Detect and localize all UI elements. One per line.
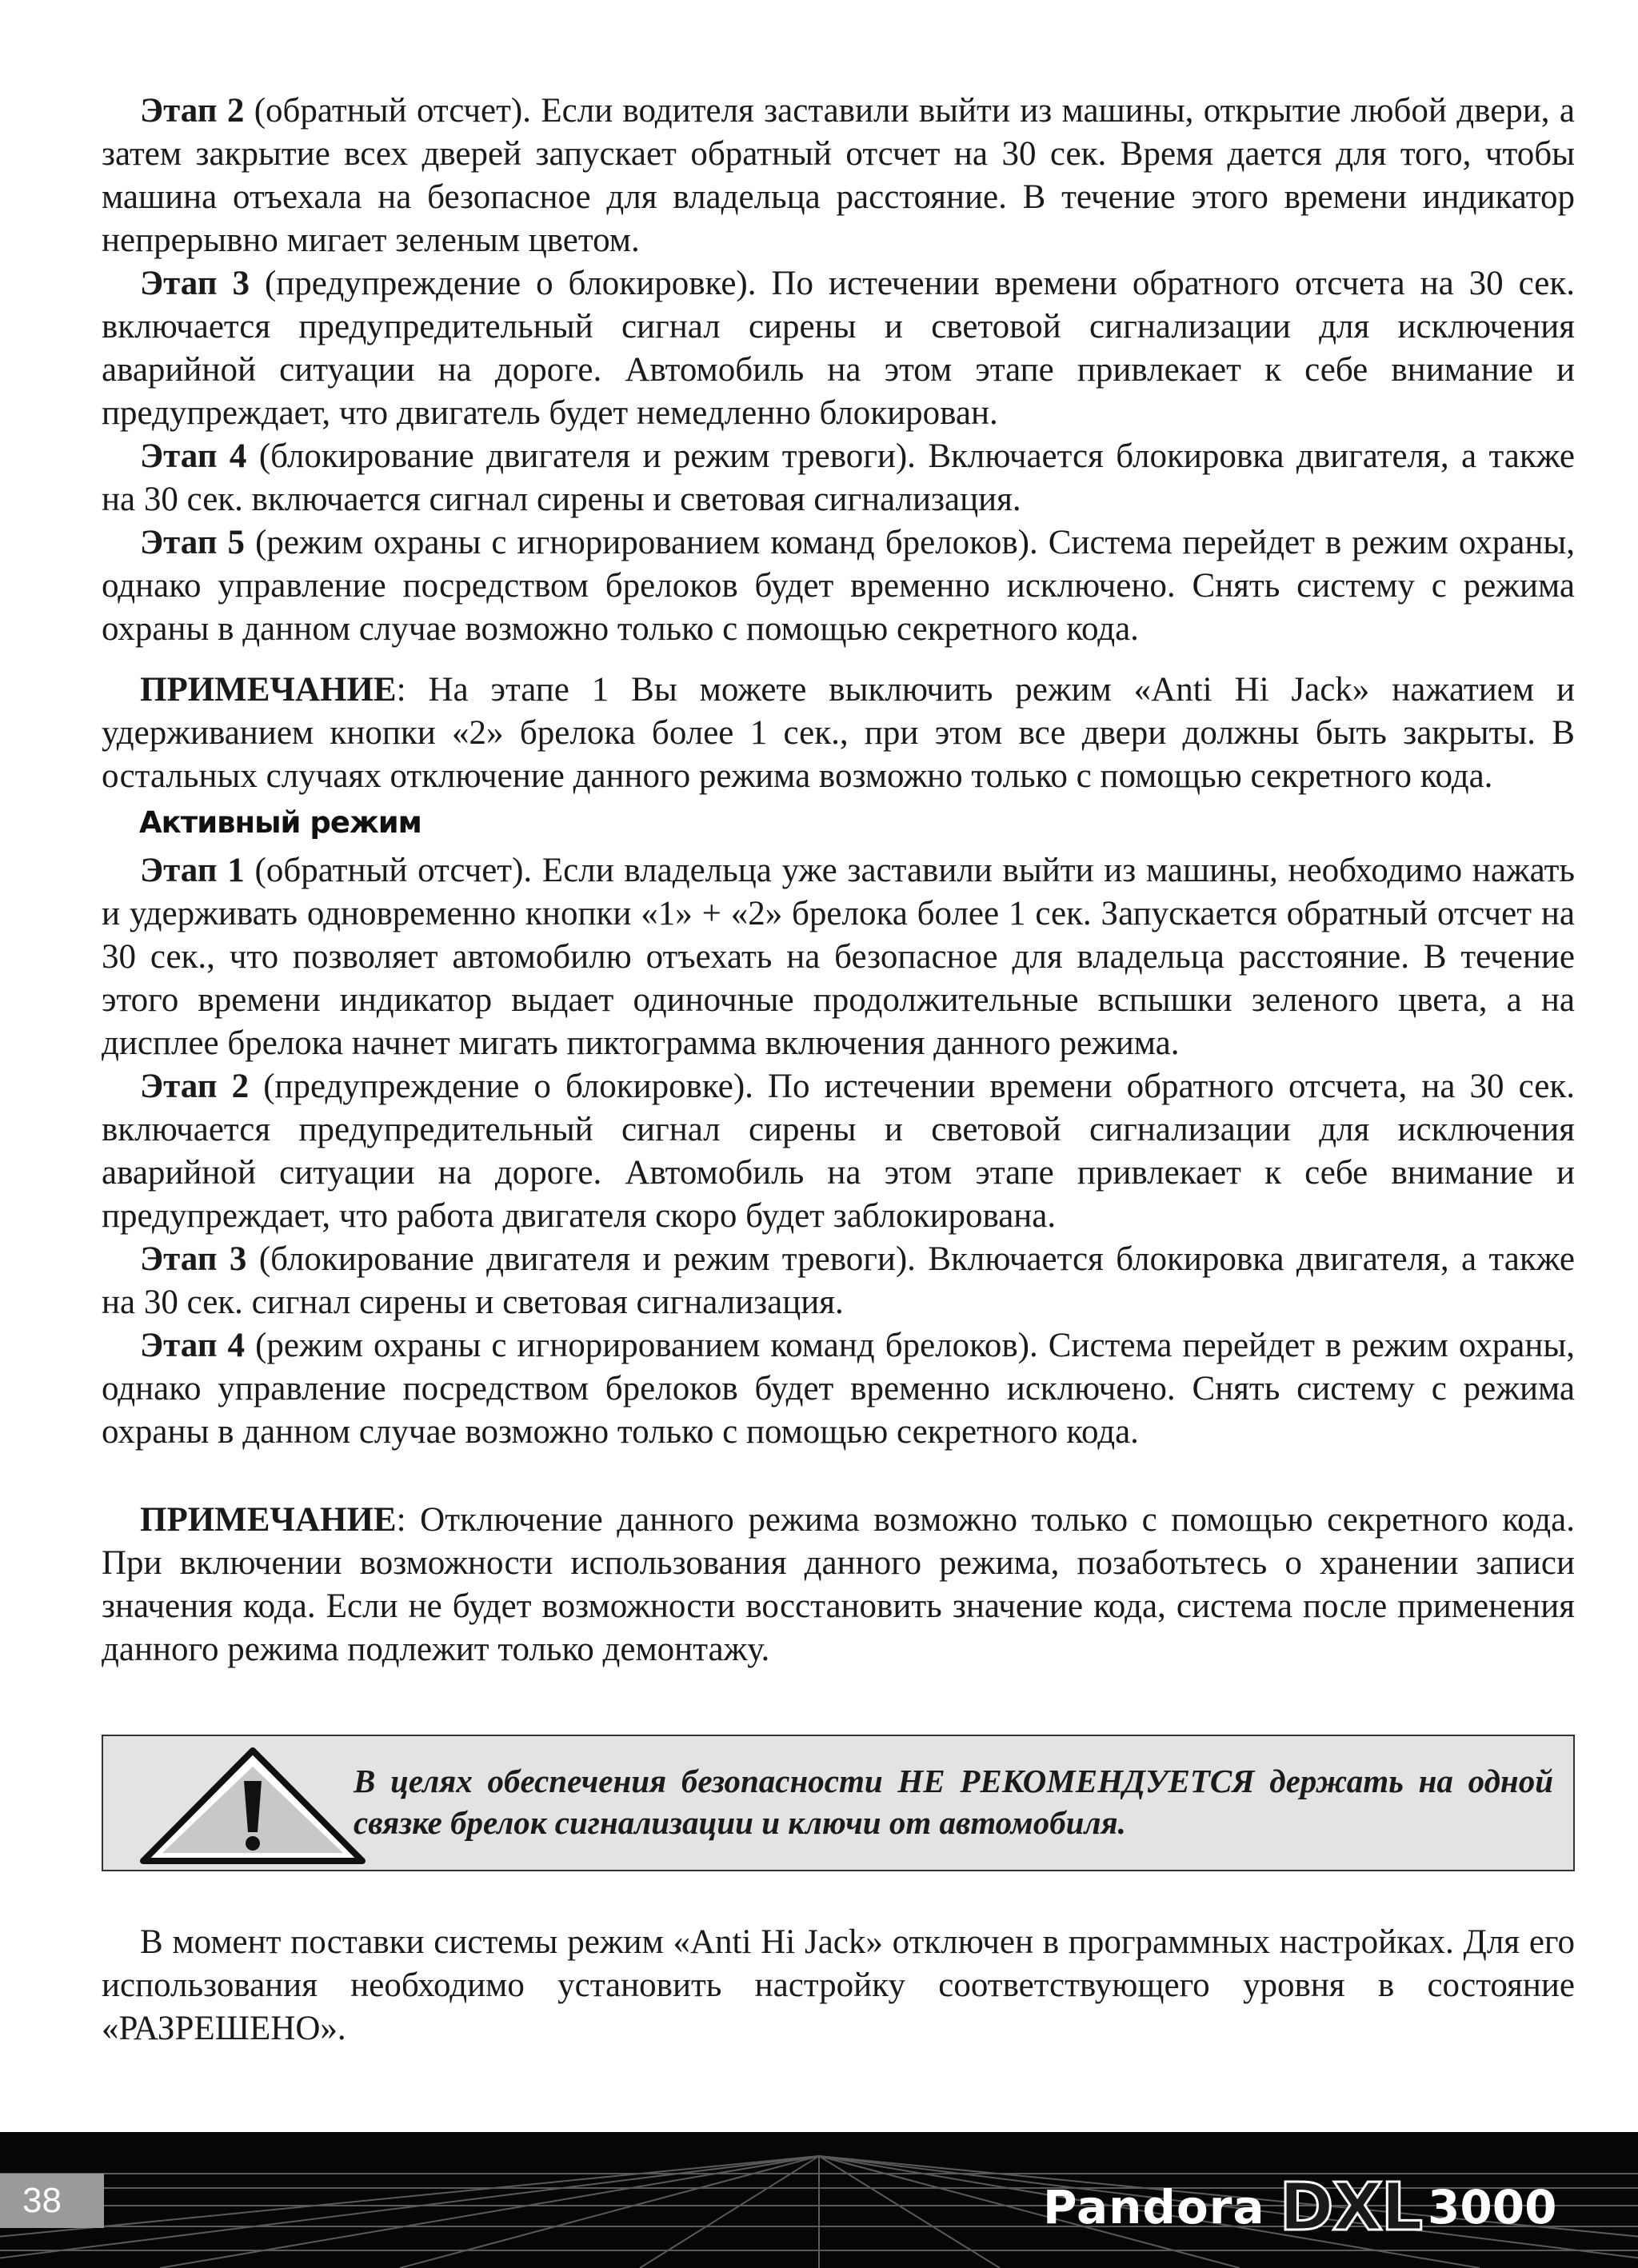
stage-text: (предупреждение о блокировке). По истечении времени обратного отсчета на 30 сек. включается предупредительный сигнал сирены и световой сигнализации для исключения аварийной ситуации на дороге. Автомобиль на этом этапе привлекает к себе внимание и предупреждает, что двигатель будет немедленно блокирован.	[102, 265, 1575, 432]
stage-paragraph	[102, 1065, 1575, 1238]
stage-label: Этап 3	[140, 265, 250, 302]
stage-text: (блокирование двигателя и режим тревоги). Включается блокировка двигателя, а также на 30 сек. сигнал сирены и световая сигнализация.	[102, 1240, 1575, 1321]
stage-paragraph	[102, 90, 1575, 262]
stage-label: Этап 1	[140, 852, 245, 889]
stage-text: (режим охраны с игнорированием команд брелоков). Система перейдет в режим охраны, однако управление посредством брелоков будет временно исключено. Снять систему с режима охраны в данном случае возможно только с помощью секретного кода.	[102, 1327, 1575, 1451]
note-text: : Отключение данного режима возможно только с помощью секретного кода. При включении возможности использования данного режима, позаботьтесь о хранении записи значения кода. Если не будет возможности восстановить значение кода, система после применения данного режима подлежит только демонтажу.	[102, 1501, 1575, 1668]
warning-text: В целях обеспечения безопасности НЕ РЕКОМЕНДУЕТСЯ держать на одной связке брелок сигнализации и ключи от автомобиля.	[354, 1763, 1553, 1841]
page-body	[102, 90, 1575, 1671]
page-number: 38	[0, 2174, 104, 2228]
stage-paragraph	[102, 262, 1575, 435]
stage-text: (предупреждение о блокировке). По истечении времени обратного отсчета, на 30 сек. включается предупредительный сигнал сирены и световой сигнализации для исключения аварийной ситуации на дороге. Автомобиль на этом этапе привлекает к себе внимание и предупреждает, что работа двигателя скоро будет заблокирована.	[102, 1068, 1575, 1235]
stage-label: Этап 2	[140, 1068, 250, 1105]
note-text: : На этапе 1 Вы можете выключить режим «Anti Hi Jack» нажатием и удерживанием кнопки «2» брелока более 1 сек., при этом все двери должны быть закрыты. В остальных случаях отключение данного режима возможно только с помощью секретного кода.	[102, 671, 1575, 795]
stage-text: (обратный отсчет). Если водителя заставили выйти из машины, открытие любой двери, а затем закрытие всех дверей запускает обратный отсчет на 30 сек. Время дается для того, чтобы машина отъехала на безопасное для владельца расстояние. В течение этого времени индикатор непрерывно мигает зеленым цветом.	[102, 92, 1575, 259]
note-label: ПРИМЕЧАНИЕ	[140, 671, 397, 709]
stage-paragraph	[102, 1324, 1575, 1454]
stage-label: Этап 4	[140, 1327, 246, 1364]
note-label: ПРИМЕЧАНИЕ	[140, 1501, 397, 1539]
stage-label: Этап 2	[140, 92, 245, 130]
stage-label: Этап 4	[140, 437, 247, 475]
note-paragraph	[102, 1499, 1575, 1671]
brand-logo	[1043, 2169, 1557, 2246]
closing-paragraph	[102, 1921, 1575, 2050]
stage-paragraph	[102, 521, 1575, 651]
warning-box	[102, 1735, 1575, 1871]
stage-paragraph	[102, 849, 1575, 1065]
note-paragraph	[102, 669, 1575, 798]
brand-name: Pandora	[1043, 2180, 1265, 2234]
stage-paragraph	[102, 435, 1575, 521]
warning-triangle-icon	[138, 1746, 367, 1866]
stage-text: (обратный отсчет). Если владельца уже заставили выйти из машины, необходимо нажать и удерживать одновременно кнопки «1» + «2» брелока более 1 сек. Запускается обратный отсчет на 30 сек., что позволяет автомобилю отъехать на безопасное для владельца расстояние. В течение этого времени индикатор выдает одиночные продолжительные вспышки зеленого цвета, а на дисплее брелока начнет мигать пиктограмма включения данного режима.	[102, 852, 1575, 1062]
stage-text: (блокирование двигателя и режим тревоги). Включается блокировка двигателя, а также на 30 сек. включается сигнал сирены и световая сигнализация.	[102, 437, 1575, 518]
brand-model: 3000	[1428, 2180, 1557, 2234]
stage-text: (режим охраны с игнорированием команд брелоков). Система перейдет в режим охраны, однако управление посредством брелоков будет временно исключено. Снять систему с режима охраны в данном случае возможно только с помощью секретного кода.	[102, 524, 1575, 648]
closing-text: В момент поставки системы режим «Anti Hi Jack» отключен в программных настройках. Для его использования необходимо установить настройку соответствующего уровня в состояние «РАЗРЕШЕНО».	[102, 1923, 1575, 2047]
stage-label: Этап 3	[140, 1240, 247, 1278]
stage-label: Этап 5	[140, 524, 246, 561]
stage-paragraph	[102, 1238, 1575, 1324]
section-title: Активный режим	[139, 805, 421, 840]
brand-mark: DXL	[1279, 2169, 1422, 2246]
